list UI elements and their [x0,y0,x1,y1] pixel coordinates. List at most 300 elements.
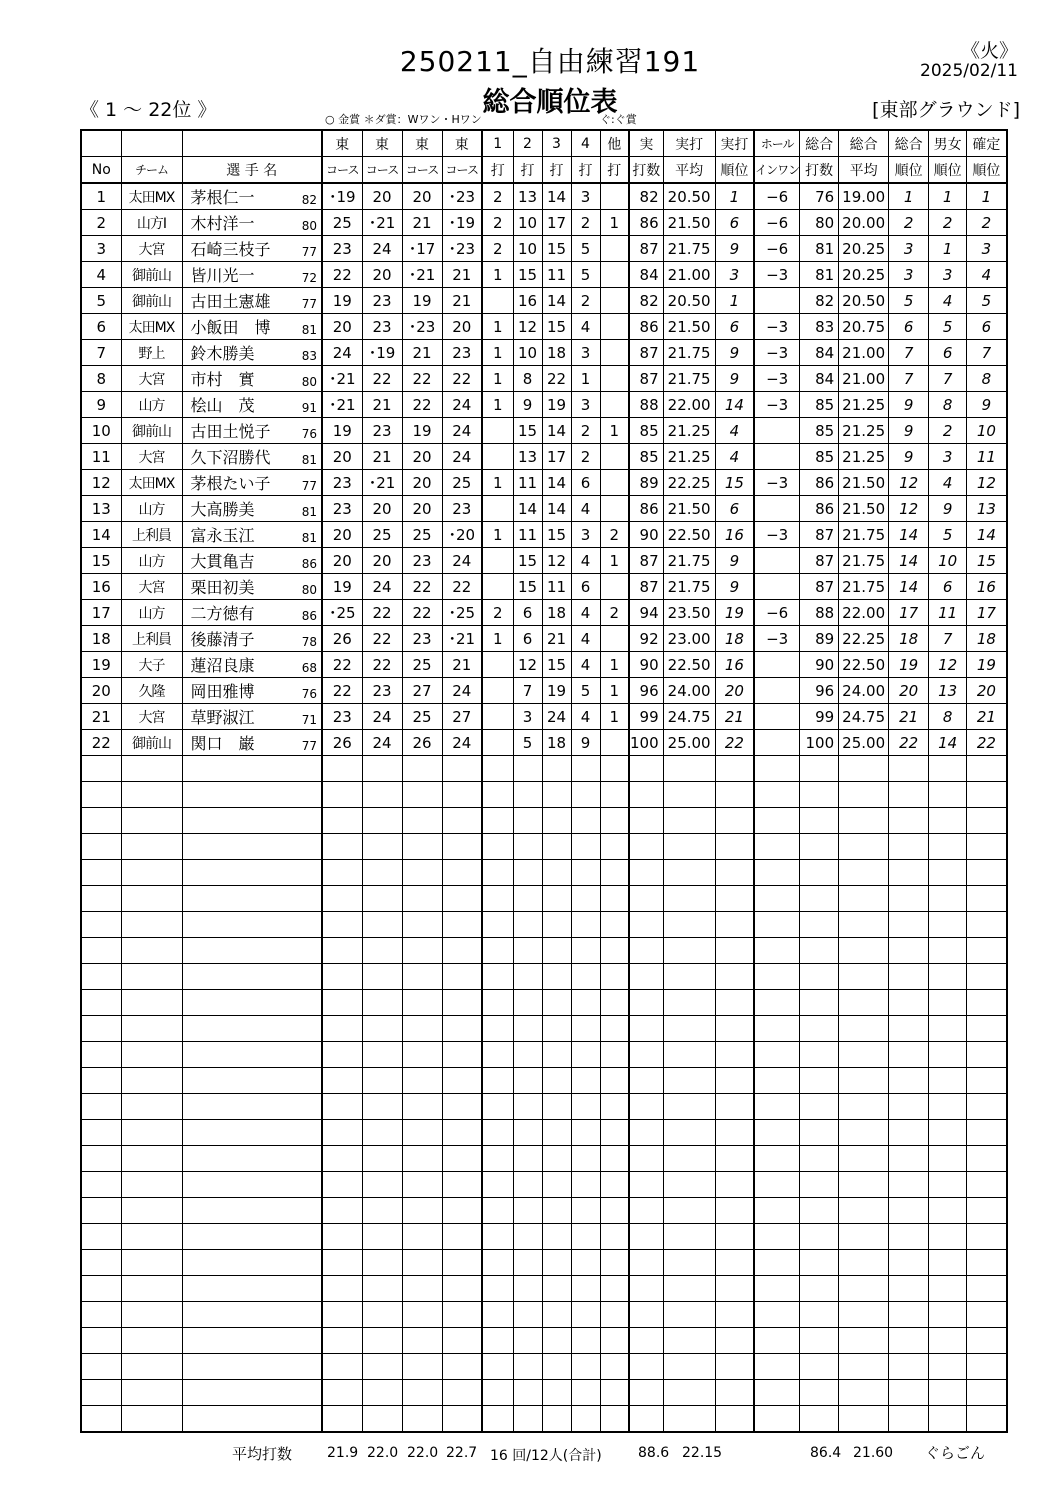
course-score-2: 21 [362,392,402,418]
empty-cell [800,1146,839,1172]
empty-cell [629,1380,663,1406]
hole-in-one [754,288,800,314]
empty-cell [542,756,571,782]
empty-cell [967,1406,1007,1433]
final-rank: 1 [967,183,1007,210]
stroke-count-2: 15 [513,418,542,444]
stroke-count-5 [600,470,629,496]
hole-in-one: −3 [754,522,800,548]
table-row [81,418,1007,444]
total-rank: 9 [889,444,929,470]
stroke-count-1 [482,574,513,600]
raw-avg: 22.50 [663,652,715,678]
stroke-count-2: 11 [513,470,542,496]
empty-cell [362,1042,402,1068]
stroke-count-3: 14 [542,183,571,210]
empty-cell [81,990,121,1016]
empty-cell [513,1406,542,1433]
raw-strokes: 87 [629,340,663,366]
raw-strokes: 87 [629,366,663,392]
total-rank: 19 [889,652,929,678]
raw-rank-header: 実打 [715,130,754,157]
empty-cell [81,1328,121,1354]
total-strokes: 87 [800,522,839,548]
empty-cell [81,1406,121,1433]
empty-cell [629,1276,663,1302]
empty-cell [967,860,1007,886]
empty-cell [121,1276,182,1302]
empty-cell [542,1276,571,1302]
empty-row [81,808,1007,834]
empty-cell [929,1016,967,1042]
empty-cell [402,782,442,808]
empty-row [81,886,1007,912]
raw-strokes: 87 [629,236,663,262]
player-name: 二方徳有 [190,604,255,623]
player-name: 関口 巌 [190,734,255,753]
empty-cell [663,1198,715,1224]
empty-cell [362,1328,402,1354]
player-name: 大貫亀吉 [190,552,255,571]
ground-label: [東部グラウンド] [872,99,1020,121]
empty-cell [322,860,362,886]
footer-course3-avg: 22.0 [407,1445,439,1461]
empty-cell [402,912,442,938]
empty-cell [889,1198,929,1224]
stroke-count-5 [600,314,629,340]
empty-cell [482,1016,513,1042]
stroke4-header: 4 [571,130,600,157]
raw-rank: 9 [715,574,754,600]
player-age: 83 [301,349,317,363]
total-avg: 20.25 [839,262,889,288]
empty-cell [362,1380,402,1406]
total-rank: 2 [889,210,929,236]
empty-cell [800,886,839,912]
empty-cell [402,1068,442,1094]
stroke-count-3: 15 [542,314,571,340]
empty-cell [715,1120,754,1146]
total-rank: 9 [889,392,929,418]
total-rank: 3 [889,236,929,262]
total-rank: 22 [889,730,929,756]
player-name: 岡田雅博 [190,682,255,701]
page-subtitle: 総合順位表 [482,87,618,118]
empty-cell [967,1276,1007,1302]
stroke-count-3: 15 [542,652,571,678]
raw-strokes: 82 [629,183,663,210]
empty-cell [482,1042,513,1068]
empty-cell [571,1380,600,1406]
raw-strokes: 85 [629,444,663,470]
gender-rank: 4 [929,470,967,496]
empty-cell [482,1172,513,1198]
course-score-4: 20 [442,314,482,340]
empty-cell [754,1198,800,1224]
gender-rank: 12 [929,652,967,678]
empty-row [81,860,1007,886]
empty-cell [663,1042,715,1068]
empty-cell [600,886,629,912]
empty-cell [322,1302,362,1328]
stroke-count-3: 18 [542,730,571,756]
empty-cell [889,1328,929,1354]
stroke-count-1 [482,418,513,444]
empty-row [81,912,1007,938]
empty-cell [754,886,800,912]
empty-cell [322,808,362,834]
gender-rank: 2 [929,418,967,444]
empty-cell [121,808,182,834]
empty-cell [182,1120,322,1146]
empty-cell [800,912,839,938]
empty-cell [754,1094,800,1120]
empty-cell [322,1198,362,1224]
table-row [81,314,1007,340]
empty-cell [362,860,402,886]
hole-in-one [754,548,800,574]
player-age: 77 [301,297,317,311]
stroke-other-header: 他 [600,130,629,157]
table-row [81,392,1007,418]
player-cell [182,288,322,314]
course-score-2: 20 [362,548,402,574]
stroke-count-3: 19 [542,392,571,418]
course-score-1: ･21 [322,366,362,392]
course-score-2: 23 [362,678,402,704]
empty-cell [754,990,800,1016]
gender-rank: 3 [929,444,967,470]
gender-rank-sub: 順位 [929,157,967,184]
empty-cell [513,1354,542,1380]
empty-cell [889,1068,929,1094]
empty-cell [182,1328,322,1354]
course-score-4: ･23 [442,236,482,262]
stroke-count-5 [600,730,629,756]
empty-cell [929,782,967,808]
empty-cell [513,990,542,1016]
empty-cell [513,1224,542,1250]
course-score-1: 26 [322,730,362,756]
footer-total-strokes: 86.4 [810,1445,842,1461]
empty-cell [542,1146,571,1172]
total-avg: 21.50 [839,496,889,522]
stroke-count-4: 3 [571,522,600,548]
empty-cell [754,1406,800,1433]
empty-cell [182,1146,322,1172]
empty-cell [322,834,362,860]
empty-cell [513,1146,542,1172]
empty-row [81,1042,1007,1068]
empty-cell [571,938,600,964]
total-rank: 12 [889,470,929,496]
empty-cell [442,1250,482,1276]
empty-cell [121,1016,182,1042]
empty-cell [629,860,663,886]
empty-cell [182,808,322,834]
total-avg: 25.00 [839,730,889,756]
course-score-2: ･21 [362,470,402,496]
empty-cell [362,912,402,938]
raw-rank: 6 [715,496,754,522]
empty-cell [571,1016,600,1042]
total-strokes: 89 [800,626,839,652]
table-row [81,522,1007,548]
stroke-count-3: 14 [542,470,571,496]
gender-rank: 8 [929,704,967,730]
gender-rank: 5 [929,522,967,548]
player-cell [182,730,322,756]
raw-avg: 23.00 [663,626,715,652]
empty-cell [967,756,1007,782]
empty-cell [839,1224,889,1250]
empty-cell [889,756,929,782]
empty-cell [513,912,542,938]
raw-rank: 9 [715,366,754,392]
empty-cell [754,1302,800,1328]
empty-cell [629,782,663,808]
empty-cell [482,834,513,860]
player-cell [182,444,322,470]
empty-cell [715,808,754,834]
empty-row [81,1094,1007,1120]
empty-cell [81,860,121,886]
course-score-4: 21 [442,262,482,288]
total-avg: 20.25 [839,236,889,262]
empty-row [81,1328,1007,1354]
empty-cell [542,782,571,808]
player-name: 栗田初美 [190,578,255,597]
raw-rank: 9 [715,548,754,574]
course-score-1: 26 [322,626,362,652]
hole-in-one [754,704,800,730]
hole-in-one: −6 [754,600,800,626]
course-score-1: 23 [322,470,362,496]
empty-cell [800,1328,839,1354]
stroke-count-1 [482,704,513,730]
empty-cell [542,1120,571,1146]
empty-cell [81,912,121,938]
empty-cell [542,834,571,860]
empty-cell [800,1354,839,1380]
empty-cell [402,1276,442,1302]
player-name: 茅根たい子 [190,474,271,493]
empty-row [81,1068,1007,1094]
course-score-1: 23 [322,496,362,522]
stroke-count-3: 24 [542,704,571,730]
total-strokes: 84 [800,366,839,392]
empty-cell [542,808,571,834]
empty-cell [482,756,513,782]
empty-cell [629,1146,663,1172]
empty-cell [715,1302,754,1328]
stroke-count-5: 2 [600,600,629,626]
empty-row [81,1120,1007,1146]
empty-cell [402,1224,442,1250]
final-rank: 4 [967,262,1007,288]
empty-cell [839,1094,889,1120]
player-cell [182,314,322,340]
empty-cell [513,1302,542,1328]
empty-cell [571,1120,600,1146]
empty-cell [571,1094,600,1120]
empty-cell [715,1016,754,1042]
total-avg: 19.00 [839,183,889,210]
player-name: 市村 實 [190,370,255,389]
course-score-2: 22 [362,626,402,652]
stroke-count-5 [600,626,629,652]
empty-cell [600,1224,629,1250]
course-score-1: 22 [322,652,362,678]
course-score-4: ･20 [442,522,482,548]
total-strokes-header: 総合 [800,130,839,157]
empty-cell [513,1042,542,1068]
total-strokes: 86 [800,470,839,496]
empty-cell [663,1016,715,1042]
empty-cell [600,1016,629,1042]
course-score-3: 26 [402,730,442,756]
table-row [81,444,1007,470]
stroke-count-1: 2 [482,183,513,210]
empty-cell [121,756,182,782]
stroke2-header: 2 [513,130,542,157]
row-no: 9 [81,392,121,418]
stroke-count-3: 17 [542,444,571,470]
empty-cell [442,1146,482,1172]
stroke-count-4: 3 [571,340,600,366]
player-name: 富永玉江 [190,526,255,545]
empty-cell [121,1094,182,1120]
empty-cell [715,1406,754,1433]
total-strokes: 100 [800,730,839,756]
total-avg: 21.75 [839,548,889,574]
row-no: 18 [81,626,121,652]
hole-in-one [754,652,800,678]
empty-cell [362,1120,402,1146]
stroke-count-1: 2 [482,210,513,236]
empty-cell [542,1380,571,1406]
empty-cell [121,1250,182,1276]
empty-cell [800,1198,839,1224]
stroke-count-3: 19 [542,678,571,704]
course-score-4: 22 [442,366,482,392]
empty-cell [442,964,482,990]
empty-cell [81,1250,121,1276]
stroke-count-3: 14 [542,418,571,444]
empty-cell [889,1302,929,1328]
total-strokes: 87 [800,548,839,574]
empty-cell [889,1250,929,1276]
empty-cell [513,1172,542,1198]
empty-cell [663,938,715,964]
empty-cell [81,1016,121,1042]
course-score-1: ･21 [322,392,362,418]
empty-cell [442,1016,482,1042]
empty-cell [322,912,362,938]
course-score-2: 24 [362,236,402,262]
row-no: 19 [81,652,121,678]
player-age: 81 [301,531,317,545]
empty-cell [839,834,889,860]
player-age: 72 [301,271,317,285]
course-score-4: ･23 [442,183,482,210]
empty-row [81,990,1007,1016]
empty-row [81,782,1007,808]
total-avg: 20.00 [839,210,889,236]
empty-cell [182,756,322,782]
empty-cell [715,1146,754,1172]
raw-avg: 21.50 [663,314,715,340]
empty-cell [571,1328,600,1354]
empty-cell [600,756,629,782]
table-row [81,183,1007,210]
stroke-count-4: 4 [571,600,600,626]
final-rank: 2 [967,210,1007,236]
empty-cell [800,1068,839,1094]
total-rank: 1 [889,183,929,210]
empty-cell [839,1302,889,1328]
empty-cell [542,964,571,990]
empty-cell [571,1406,600,1433]
empty-cell [629,1094,663,1120]
raw-strokes: 92 [629,626,663,652]
empty-cell [402,1042,442,1068]
stroke-count-3: 15 [542,236,571,262]
empty-cell [513,782,542,808]
stroke-count-3: 22 [542,366,571,392]
empty-cell [967,1016,1007,1042]
empty-cell [513,1198,542,1224]
total-strokes: 81 [800,236,839,262]
raw-rank: 9 [715,236,754,262]
final-rank: 17 [967,600,1007,626]
course-score-3: 25 [402,522,442,548]
empty-cell [889,834,929,860]
stroke-count-2: 7 [513,678,542,704]
course-score-2: 21 [362,444,402,470]
empty-cell [81,1276,121,1302]
hole-in-one-sub: インワン [754,157,800,184]
empty-cell [542,912,571,938]
course-score-1: 22 [322,262,362,288]
empty-cell [442,1094,482,1120]
empty-cell [442,756,482,782]
course-score-4: 24 [442,392,482,418]
empty-cell [715,1042,754,1068]
empty-cell [571,1250,600,1276]
row-no: 15 [81,548,121,574]
course1-sub: コース [322,157,362,184]
raw-strokes: 88 [629,392,663,418]
empty-cell [182,860,322,886]
player-age: 80 [301,583,317,597]
empty-cell [889,938,929,964]
empty-cell [754,1042,800,1068]
course-score-4: 23 [442,340,482,366]
empty-cell [889,912,929,938]
final-rank: 19 [967,652,1007,678]
row-no: 20 [81,678,121,704]
stroke-count-3: 14 [542,288,571,314]
course-score-4: ･21 [442,626,482,652]
empty-cell [715,1172,754,1198]
empty-cell [322,1120,362,1146]
empty-cell [571,886,600,912]
table-row [81,366,1007,392]
table-row [81,704,1007,730]
empty-cell [967,1302,1007,1328]
empty-cell [542,1198,571,1224]
